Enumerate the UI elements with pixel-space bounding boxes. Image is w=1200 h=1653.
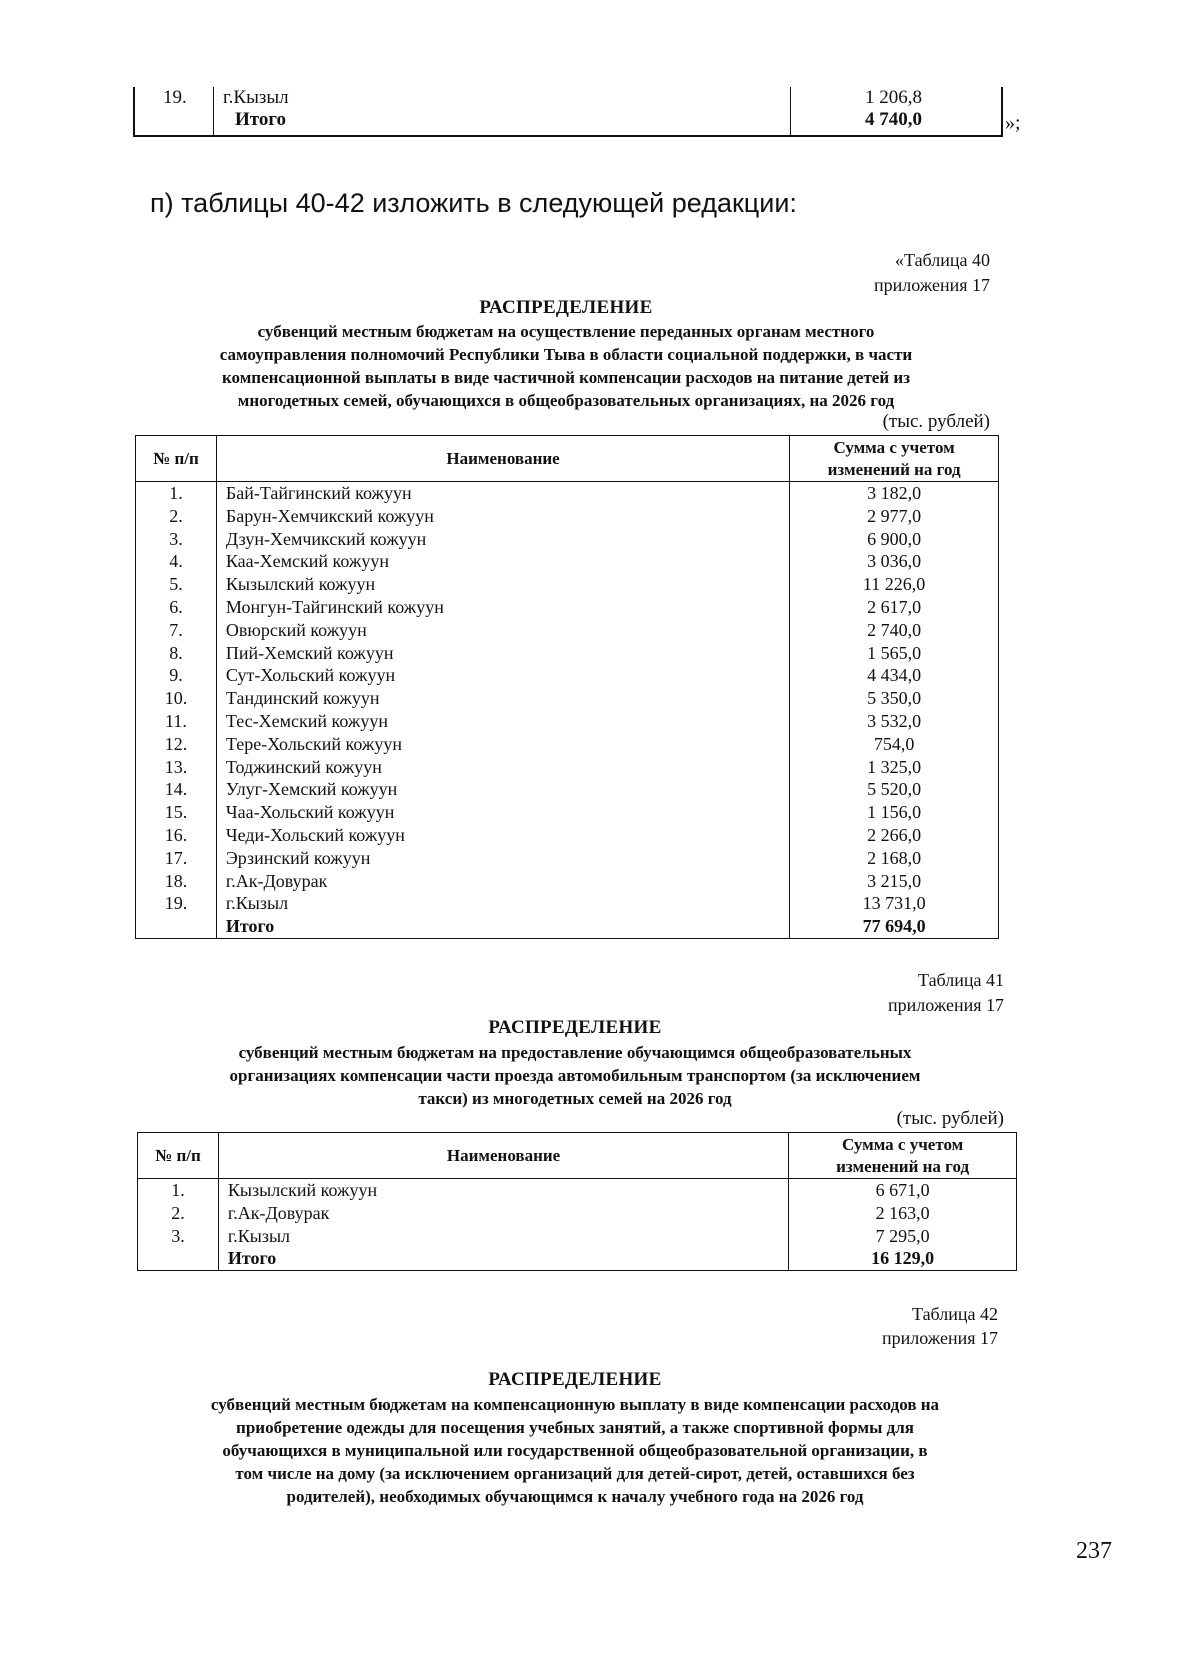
row-number: 1.: [136, 482, 217, 505]
table-row: [138, 1179, 1017, 1202]
table-41-subtitle: [133, 1041, 1017, 1110]
row-name: Бай-Тайгинский кожуун: [216, 482, 789, 505]
table-41-unit: (тыс. рублей): [896, 1108, 1004, 1129]
table-row: [138, 1225, 1017, 1248]
table-42-appendix: приложения 17: [881, 1328, 998, 1348]
table-row: [136, 528, 999, 551]
row-value: 1 156,0: [790, 801, 999, 824]
row-number: 18.: [136, 870, 217, 893]
row-name: Барун-Хемчикский кожуун: [216, 505, 789, 528]
subtitle-line: родителей), необходимых обучающимся к началу учебного года на 2026 год: [286, 1487, 864, 1506]
row-number: 16.: [136, 824, 217, 847]
row-name: Дзун-Хемчикский кожуун: [216, 528, 789, 551]
row-value: 6 900,0: [790, 528, 999, 551]
table-40-label: «Таблица 40: [895, 250, 990, 270]
total-label: Итого: [218, 1247, 788, 1270]
subtitle-line: такси) из многодетных семей на 2026 год: [418, 1089, 732, 1108]
row-number: 3.: [138, 1225, 219, 1248]
row-number: 7.: [136, 619, 217, 642]
row-name: г.Ак-Довурак: [218, 1202, 788, 1225]
header-number: № п/п: [136, 436, 217, 482]
row-name: Пий-Хемский кожуун: [216, 642, 789, 665]
row-name: Монгун-Тайгинский кожуун: [216, 596, 789, 619]
total-value: 16 129,0: [789, 1247, 1017, 1270]
header-sum-line: Сумма с учетом: [841, 1134, 964, 1154]
table-row: [136, 687, 999, 710]
table-row: [136, 824, 999, 847]
row-number: 9.: [136, 664, 217, 687]
table-row: [136, 801, 999, 824]
row-name: Тандинский кожуун: [216, 687, 789, 710]
row-number: 8.: [136, 642, 217, 665]
row-value: 3 182,0: [790, 482, 999, 505]
total-row: [138, 1247, 1017, 1270]
subtitle-line: том числе на дому (за исключением организаций для детей-сирот, детей, оставшихся без: [235, 1464, 915, 1483]
row-name: Тоджинский кожуун: [216, 756, 789, 779]
total-label: Итого: [216, 915, 789, 938]
table-41-label: Таблица 41: [918, 970, 1004, 990]
subtitle-line: компенсационной выплаты в виде частичной компенсации расходов на питание детей из: [221, 368, 911, 387]
header-name: Наименование: [218, 1133, 788, 1179]
row-value: 3 215,0: [790, 870, 999, 893]
row-value: 11 226,0: [790, 573, 999, 596]
row-number: 12.: [136, 733, 217, 756]
page-number: 237: [1076, 1538, 1112, 1564]
row-number: 6.: [136, 596, 217, 619]
table-41-appendix: приложения 17: [887, 995, 1004, 1015]
header-sum-line: Сумма с учетом: [833, 437, 955, 457]
header-sum-line: изменений на год: [836, 1156, 970, 1176]
total-number-cell: [136, 915, 217, 938]
table-row: [136, 642, 999, 665]
row-value: 5 350,0: [790, 687, 999, 710]
row-number: 15.: [136, 801, 217, 824]
table-40-subtitle: [133, 320, 999, 412]
fragment-total-value: 4 740,0: [865, 109, 922, 130]
total-row: [136, 915, 999, 938]
table-row: [136, 596, 999, 619]
header-name: Наименование: [216, 436, 789, 482]
table-42-label: Таблица 42: [912, 1304, 998, 1324]
row-name: Кызылский кожуун: [218, 1179, 788, 1202]
subtitle-line: многодетных семей, обучающихся в общеобразовательных организациях, на 2026 год: [237, 391, 895, 410]
row-name: Эрзинский кожуун: [216, 847, 789, 870]
table-row: [136, 892, 999, 915]
table-40: [135, 435, 999, 939]
row-value: 1 325,0: [790, 756, 999, 779]
table-row: [136, 756, 999, 779]
table-row: [136, 847, 999, 870]
subtitle-line: субвенций местным бюджетам на компенсационную выплату в виде компенсации расходов на: [210, 1395, 940, 1414]
fragment-row-name: г.Кызыл: [223, 87, 289, 108]
row-name: г.Кызыл: [216, 892, 789, 915]
row-value: 2 740,0: [790, 619, 999, 642]
row-name: Чеди-Хольский кожуун: [216, 824, 789, 847]
table-row: [136, 710, 999, 733]
subtitle-line: самоуправления полномочий Республики Тыва в области социальной поддержки, в части: [219, 345, 913, 364]
previous-table-fragment: [133, 87, 1003, 137]
subtitle-line: приобретение одежды для посещения учебных занятий, а также спортивной формы для: [236, 1418, 914, 1437]
row-name: Тес-Хемский кожуун: [216, 710, 789, 733]
amendment-intro: п) таблицы 40-42 изложить в следующей редакции:: [150, 188, 797, 218]
row-value: 754,0: [790, 733, 999, 756]
table-41: [137, 1132, 1017, 1271]
table-row: [136, 482, 999, 505]
table-row: [136, 505, 999, 528]
fragment-total-label: Итого: [235, 109, 287, 130]
row-number: 14.: [136, 778, 217, 801]
row-value: 3 036,0: [790, 550, 999, 573]
row-value: 13 731,0: [790, 892, 999, 915]
row-name: Тере-Хольский кожуун: [216, 733, 789, 756]
subtitle-line: организациях компенсации части проезда автомобильным транспортом (за исключением: [229, 1066, 921, 1085]
row-number: 3.: [136, 528, 217, 551]
row-name: г.Ак-Довурак: [216, 870, 789, 893]
table-row: [136, 619, 999, 642]
table-42-heading: РАСПРЕДЕЛЕНИЕ: [488, 1369, 662, 1390]
row-value: 7 295,0: [789, 1225, 1017, 1248]
header-number: № п/п: [138, 1133, 219, 1179]
row-value: 2 163,0: [789, 1202, 1017, 1225]
header-sum-line: изменений на год: [827, 459, 961, 479]
total-value: 77 694,0: [790, 915, 999, 938]
row-number: 11.: [136, 710, 217, 733]
row-value: 6 671,0: [789, 1179, 1017, 1202]
table-row: [136, 778, 999, 801]
row-number: 19.: [136, 892, 217, 915]
subtitle-line: обучающихся в муниципальной или государственной общеобразовательной организации, в: [222, 1441, 928, 1460]
row-number: 5.: [136, 573, 217, 596]
subtitle-line: субвенций местным бюджетам на предоставление обучающимся общеобразовательных: [238, 1043, 912, 1062]
row-name: Чаа-Хольский кожуун: [216, 801, 789, 824]
fragment-row-number: 19.: [163, 87, 187, 108]
table-row: [136, 870, 999, 893]
row-value: 5 520,0: [790, 778, 999, 801]
table-row: [136, 733, 999, 756]
row-value: 3 532,0: [790, 710, 999, 733]
row-number: 1.: [138, 1179, 219, 1202]
row-value: 4 434,0: [790, 664, 999, 687]
row-value: 1 565,0: [790, 642, 999, 665]
table-40-appendix: приложения 17: [873, 275, 990, 295]
row-name: Улуг-Хемский кожуун: [216, 778, 789, 801]
row-number: 4.: [136, 550, 217, 573]
table-row: [136, 573, 999, 596]
fragment-row-value: 1 206,8: [865, 87, 922, 108]
row-value: 2 617,0: [790, 596, 999, 619]
table-row: [136, 550, 999, 573]
row-number: 2.: [138, 1202, 219, 1225]
table-row: [138, 1202, 1017, 1225]
total-number-cell: [138, 1247, 219, 1270]
row-number: 10.: [136, 687, 217, 710]
row-number: 2.: [136, 505, 217, 528]
table-41-heading: РАСПРЕДЕЛЕНИЕ: [488, 1017, 662, 1038]
row-value: 2 168,0: [790, 847, 999, 870]
row-name: Кызылский кожуун: [216, 573, 789, 596]
table-40-heading: РАСПРЕДЕЛЕНИЕ: [479, 297, 653, 318]
row-number: 13.: [136, 756, 217, 779]
row-value: 2 266,0: [790, 824, 999, 847]
header-sum: [789, 1133, 1017, 1179]
row-name: Сут-Хольский кожуун: [216, 664, 789, 687]
subtitle-line: субвенций местным бюджетам на осуществление переданных органам местного: [257, 322, 875, 341]
row-name: г.Кызыл: [218, 1225, 788, 1248]
closing-quote: »;: [1005, 112, 1021, 134]
row-name: Каа-Хемский кожуун: [216, 550, 789, 573]
row-number: 17.: [136, 847, 217, 870]
table-row: [136, 664, 999, 687]
table-42-subtitle: [133, 1393, 1017, 1508]
header-sum: [790, 436, 999, 482]
table-40-unit: (тыс. рублей): [882, 411, 990, 432]
row-name: Овюрский кожуун: [216, 619, 789, 642]
row-value: 2 977,0: [790, 505, 999, 528]
